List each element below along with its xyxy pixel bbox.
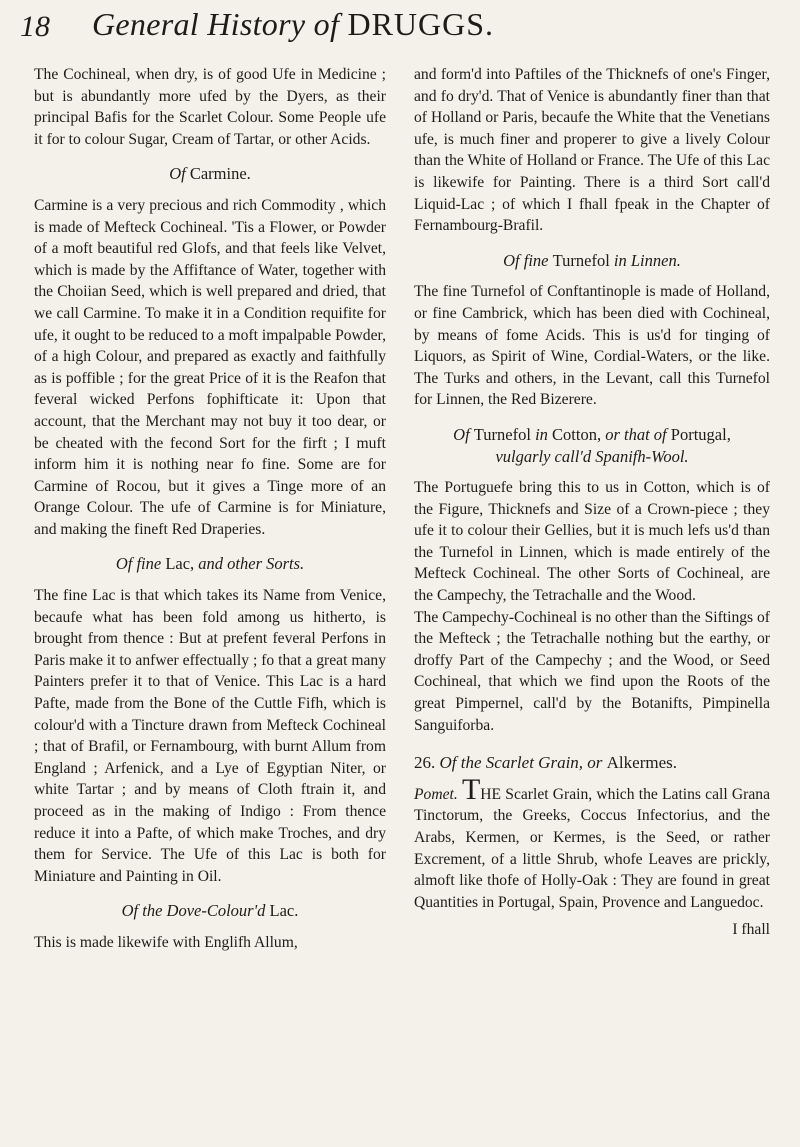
catchword: I fhall [732,921,770,939]
heading-fine-lac: Of fine Lac, and other Sorts. [115,554,305,574]
heading-turnefol-cotton: Of Turnefol in Cotton, or that of Portugal, vulgarly call'd Spanifh-Wool. [453,424,731,466]
paragraph-dove-colour-lac: This is made likewife with Englifh Allum, [34,933,298,951]
right-column [414,64,770,941]
paragraph-cochineal-use: The Cochineal, when dry, is of good Ufe in Medicine ; but is abundantly more ufed by the Dyers, as their principal Bafis for the Scarlet Colour. Some People ufe it for to colour Sugar, Cream of Tartar, or other Acids. [34,66,386,148]
paragraph-fine-lac: The fine Lac is that which takes its Name from Venice, becaufe what has been fold among us hitherto, is brought from thence : But at prefent feveral Perfons in Paris make it to anfwer effectually ; fo that a great many Painters prefer it to that of Venice. This Lac is a hard Pafte, made from the Bone of the Cuttle Fifh, which is colour'd with a Tincture drawn from Mefteck Cochineal ; that of Brafil, or Fernambourg, with burnt Allum from England ; Arfenick, and a Lye of Egyptian Niter, or white Tartar ; and by means of Cloth ftrain it, and proceed as in the making of Indigo : From thence reduce it into a Pafte, of which make Troches, and dry them for Service. The Ufe of this Lac is both for Miniature and Painting in Oil. [34,587,386,885]
running-title-italic: General History of [92,6,340,42]
left-column [34,64,386,954]
margin-note: Pomet. [414,785,458,803]
section-heading-scarlet-grain: 26. Of the Scarlet Grain, or Alkermes. [414,753,677,773]
paragraph-pastils: and form'd into Paftiles of the Thicknefs of one's Finger, and fo dry'd. That of Venice is abundantly finer than that of Holland or Paris, becaufe the White that the Venetians ufe, is much finer and properer to give a lively Colour than the White of Holland or France. The Ufe of this Lac is likewife for Painting. There is a third Sort call'd Liquid-Lac ; of which I fhall fpeak in the Chapter of Fernambourg-Brafil. [414,66,770,235]
running-header [20,4,780,50]
page-number: 18 [20,10,50,43]
paragraph-turnefol-cotton: The Portuguefe bring this to us in Cotton, which is of the Figure, Thicknefs and Size of a Crown-piece ; they ufe it to colour their Gellies, but it is much lefs us'd than the Turnefol in Linnen, which is made entirely of the Mefteck Cochineal. The other Sorts of Cochineal, are the Campechy, the Tetrachalle and the Wood. [414,479,770,605]
running-title [92,6,494,43]
heading-dove-colour-lac: Of the Dove-Colour'd Lac. [121,901,299,921]
paragraph-scarlet-grain: Pomet. THE Scarlet Grain, which the Latins call Grana Tinctorum, the Greeks, Coccus Infectorius, and the Arabs, Kermen, or Kermes, is the Seed, or rather Excrement, of a little Shrub, whofe Leaves are prickly, almoft like thofe of Holly-Oak : They are found in great Quantities in Portugal, Spain, Provence and Languedoc. [414,772,770,911]
paragraph-turnefol-linnen: The fine Turnefol of Conftantinople is made of Holland, or fine Cambrick, which has been died with Cochineal, by means of fome Acids. This is us'd for tinging of Liquors, as Spirit of Wine, Cordial-Waters, or the like. The Turks and others, in the Levant, call this Turnefol for Linnen, the Red Bizerere. [414,283,770,409]
paragraph-campechy: The Campechy-Cochineal is no other than the Siftings of the Mefteck ; the Tetrachalle nothing but the earthy, or droffy Part of the Campechy ; and the Wood, or Seed Cochineal, that which we find upon the Roots of the great Pimpernel, call'd by the Botanifts, Pimpinella Sanguiforba. [414,608,770,734]
running-title-caps: DRUGGS. [347,6,495,42]
heading-carmine: Of Carmine. [169,164,251,184]
paragraph-carmine: Carmine is a very precious and rich Commodity , which is made of Mefteck Cochineal. 'Tis a Flower, or Powder of a moft beautiful red Glofs, and that feels like Velvet, which is made by the Affiftance of Water, together with the Choiian Seed, which is well prepared and dried, that we call Carmine. To make it in a Condition requifite for ufe, it ought to be reduced to a moft impalpable Powder, of a high Colour, and prepared as exactly and faithfully as is poffible ; for the great Price of it is the Reafon that feveral wicked Perfons fophifticate it: Upon that account, that the Merchant may not buy it too dear, or be cheated with the fecond Sort for the firft ; I muft inform him it is nothing near fo fine. Some are for Carmine of Rocou, but it gives a Tinge more of an Orange Colour. The ufe of Carmine is for Miniature, and making the fineft Red Draperies. [34,196,386,538]
drop-cap: T [461,772,481,806]
heading-turnefol-linnen: Of fine Turnefol in Linnen. [503,250,681,270]
